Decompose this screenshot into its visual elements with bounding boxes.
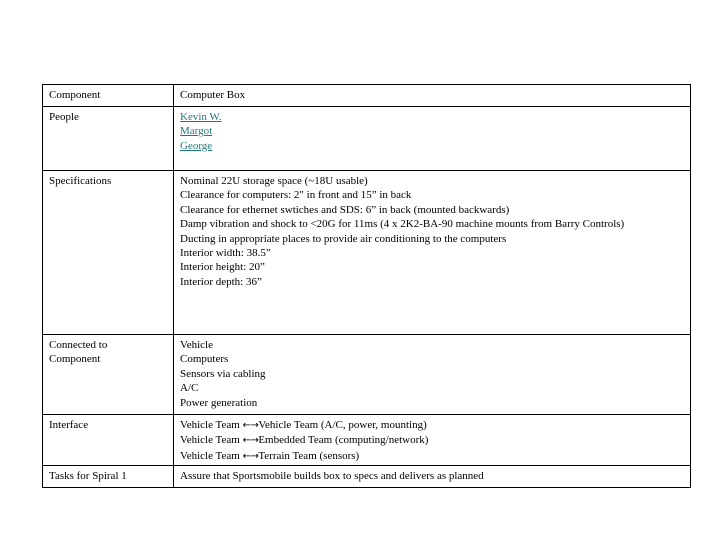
people-label: People: [43, 107, 174, 171]
interface-from: Vehicle Team: [180, 419, 243, 431]
people-link-kevin[interactable]: Kevin W.: [180, 111, 222, 123]
spec-item: Damp vibration and shock to <20G for 11ms (4 x 2K2-BA-90 machine mounts from Barry Controls): [180, 218, 625, 231]
table-row-people: [43, 107, 691, 171]
tasks-label: Tasks for Spiral 1: [43, 466, 174, 488]
connected-list: [174, 335, 691, 415]
people-list: [174, 107, 691, 171]
connected-label-line: Connected to: [49, 339, 108, 351]
people-link-margot[interactable]: Margot: [180, 125, 213, 138]
bidirectional-arrow-icon: ←→: [242, 450, 259, 462]
spec-item: Nominal 22U storage space (~18U usable): [180, 175, 368, 187]
connected-label-line: Component: [49, 353, 101, 366]
tasks-value: Assure that Sportsmobile builds box to specs and delivers as planned: [174, 466, 691, 488]
interface-from: Vehicle Team: [180, 449, 243, 462]
interface-to: Vehicle Team (A/C, power, mounting): [258, 419, 427, 431]
component-label: Component: [43, 85, 174, 107]
connected-item: Sensors via cabling: [180, 367, 266, 380]
component-spec-table: [42, 84, 691, 488]
spec-item: Interior depth: 36”: [180, 275, 262, 288]
table-row-interface: [43, 415, 691, 466]
interface-to: Terrain Team (sensors): [258, 449, 360, 462]
interface-from: Vehicle Team: [180, 434, 243, 447]
spec-item: Interior width: 38.5”: [180, 247, 271, 260]
table-row-connected: [43, 335, 691, 415]
people-link-george[interactable]: George: [180, 139, 213, 152]
connected-item: Vehicle: [180, 339, 213, 351]
interface-item: [180, 418, 684, 433]
spec-item: Clearance for computers: 2" in front and 15” in back: [180, 189, 412, 202]
spec-item: Interior height: 20”: [180, 261, 265, 274]
specifications-label: Specifications: [43, 171, 174, 335]
interface-to: Embedded Team (computing/network): [258, 434, 429, 447]
table-row-specifications: [43, 171, 691, 335]
spec-item: Clearance for ethernet swtiches and SDS: 6” in back (mounted backwards): [180, 203, 510, 216]
connected-label: [43, 335, 174, 415]
bidirectional-arrow-icon: ←→: [242, 420, 259, 431]
connected-item: Power generation: [180, 396, 258, 409]
connected-item: Computers: [180, 353, 229, 366]
table-row-tasks: [43, 466, 691, 488]
component-value: Computer Box: [174, 85, 691, 107]
table-row-component: [43, 85, 691, 107]
interface-list: [174, 415, 691, 466]
spec-item: Ducting in appropriate places to provide air conditioning to the computers: [180, 232, 507, 245]
interface-item: [180, 433, 684, 448]
interface-label: Interface: [43, 415, 174, 466]
connected-item: A/C: [180, 382, 199, 395]
interface-item: [180, 449, 684, 464]
bidirectional-arrow-icon: ←→: [242, 435, 259, 447]
specifications-list: [174, 171, 691, 335]
